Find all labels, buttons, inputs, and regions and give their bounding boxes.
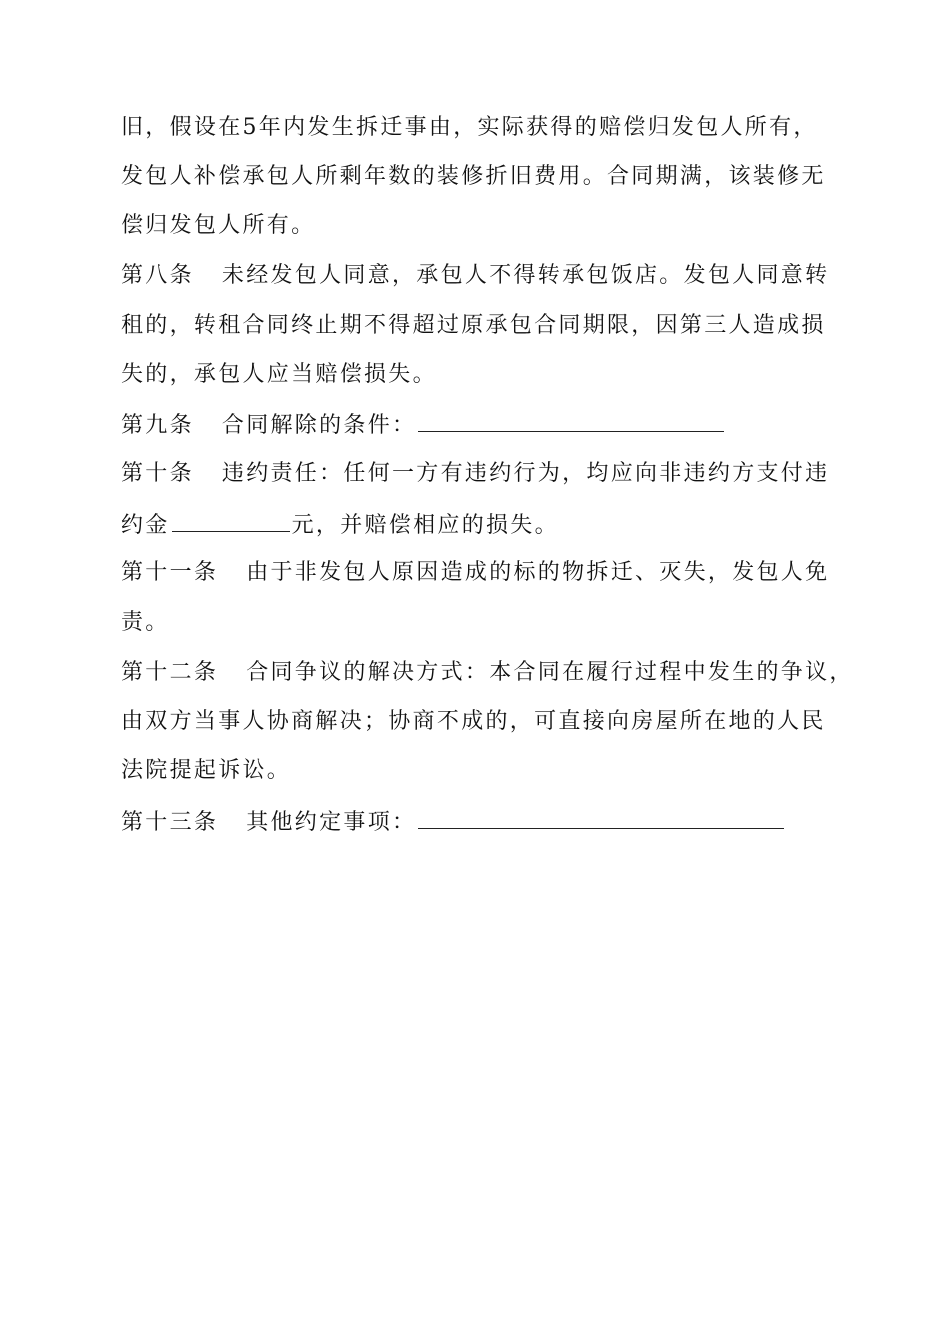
article-10-text-2b: 元，并赔偿相应的损失。	[291, 513, 559, 538]
article-9-line	[121, 409, 726, 439]
continuation-line-3: 偿归发包人所有。	[121, 213, 316, 238]
article-10-line-1	[121, 459, 829, 489]
article-9-label: 第九条	[121, 413, 194, 438]
continuation-line-2: 发包人补偿承包人所剩年数的装修折旧费用。合同期满，该装修无	[121, 164, 826, 189]
article-13-text: 其他约定事项：	[246, 810, 417, 835]
article-8-line-2: 租的，转租合同终止期不得超过原承包合同期限，因第三人造成损	[121, 313, 826, 338]
article-8-label: 第八条	[121, 263, 194, 288]
article-12-label: 第十二条	[121, 660, 219, 685]
article-10-text-1: 违约责任：任何一方有违约行为，均应向非违约方支付违	[221, 461, 830, 486]
article-9-text: 合同解除的条件：	[221, 413, 417, 438]
article-10-label: 第十条	[121, 461, 194, 486]
article-8-line-1	[121, 261, 829, 291]
article-11-text-1: 由于非发包人原因造成的标的物拆迁、灭失，发包人免	[246, 560, 830, 585]
article-10-line-2	[121, 509, 559, 539]
article-12-line-3: 法院提起诉讼。	[121, 758, 292, 783]
article-12-line-1	[121, 658, 854, 688]
article-11-label: 第十一条	[121, 560, 219, 585]
article-12-line-2: 由双方当事人协商解决；协商不成的，可直接向房屋所在地的人民	[121, 709, 826, 734]
article-13-label: 第十三条	[121, 810, 219, 835]
article-12-text-1: 合同争议的解决方式：本合同在履行过程中发生的争议，	[246, 660, 854, 685]
article-11-line-2: 责。	[121, 610, 170, 635]
article-9-blank-field[interactable]	[418, 409, 724, 432]
article-13-line	[121, 806, 786, 836]
article-10-text-2a: 约金	[121, 513, 170, 538]
penalty-amount-blank-field[interactable]	[172, 509, 290, 532]
article-13-blank-field[interactable]	[418, 806, 784, 829]
article-11-line-1	[121, 558, 829, 588]
continuation-line-1: 旧，假设在5年内发生拆迁事由，实际获得的赔偿归发包人所有，	[121, 115, 818, 140]
article-8-line-3: 失的，承包人应当赔偿损失。	[121, 362, 437, 387]
article-8-text-1: 未经发包人同意，承包人不得转承包饭店。发包人同意转	[221, 263, 830, 288]
